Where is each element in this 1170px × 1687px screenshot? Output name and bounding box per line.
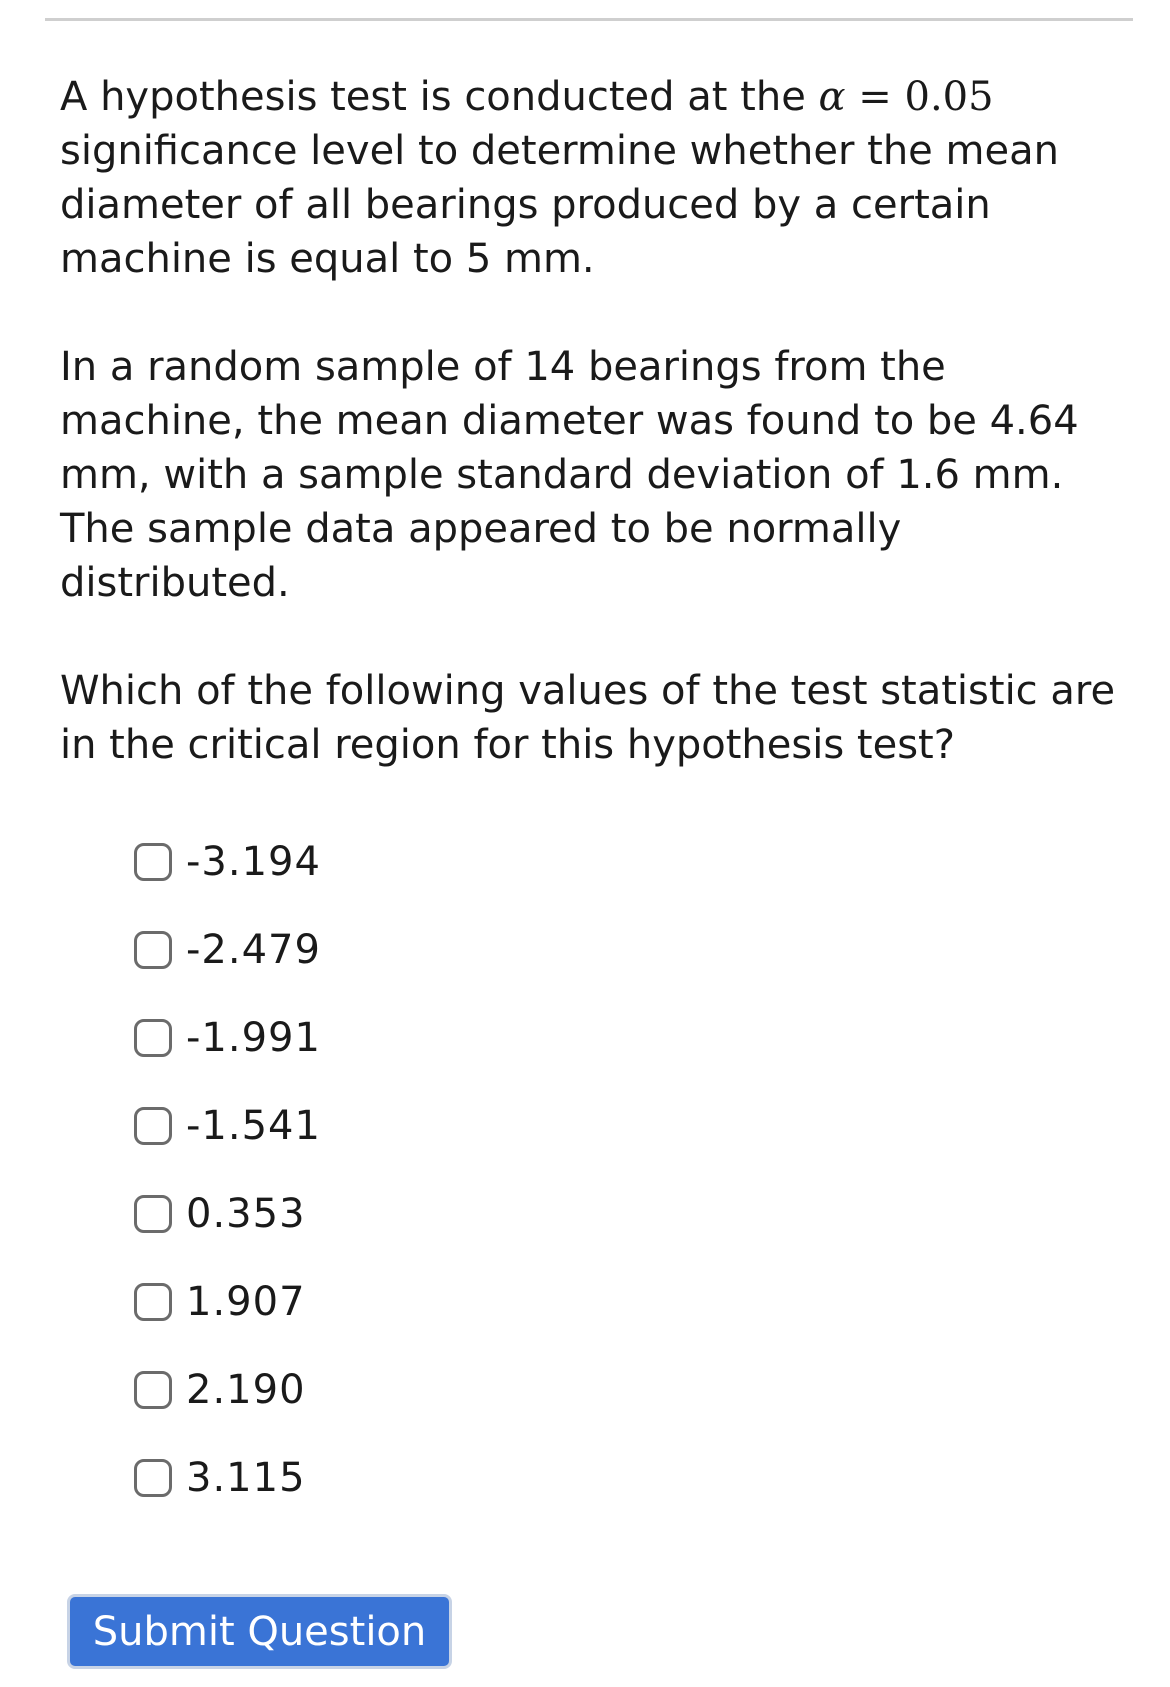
option-label: 0.353 — [186, 1191, 306, 1237]
checkbox[interactable] — [134, 1019, 172, 1057]
question-paragraph-3: Which of the following values of the test statistic are in the critical region for this hypothesis test? — [60, 668, 1116, 768]
question-paragraph-2: In a random sample of 14 bearings from the machine, the mean diameter was found to be 4.64 mm, with a sample standard deviation of 1.6 mm. The sample data appeared to be normally distributed. — [60, 344, 1079, 606]
checkbox[interactable] — [134, 1107, 172, 1145]
option-label: -1.541 — [186, 1103, 321, 1149]
option-7[interactable] — [134, 1346, 321, 1434]
option-label: -3.194 — [186, 839, 321, 885]
checkbox[interactable] — [134, 1195, 172, 1233]
checkbox[interactable] — [134, 931, 172, 969]
option-label: 3.115 — [186, 1455, 306, 1501]
question-paragraph-1: A hypothesis test is conducted at the α = 0.05 significance level to determine whether the mean diameter of all bearings produced by a certain machine is equal to 5 mm. — [60, 74, 1059, 282]
checkbox[interactable] — [134, 1283, 172, 1321]
option-3[interactable] — [134, 994, 321, 1082]
checkbox[interactable] — [134, 843, 172, 881]
answer-options — [134, 818, 321, 1522]
option-1[interactable] — [134, 818, 321, 906]
checkbox[interactable] — [134, 1459, 172, 1497]
option-8[interactable] — [134, 1434, 321, 1522]
option-5[interactable] — [134, 1170, 321, 1258]
alpha-expression: α = 0.05 — [818, 74, 994, 120]
option-6[interactable] — [134, 1258, 321, 1346]
question-text — [60, 70, 1130, 772]
option-2[interactable] — [134, 906, 321, 994]
option-label: -2.479 — [186, 927, 321, 973]
option-label: 2.190 — [186, 1367, 306, 1413]
top-divider — [45, 18, 1133, 21]
option-label: 1.907 — [186, 1279, 306, 1325]
option-4[interactable] — [134, 1082, 321, 1170]
checkbox[interactable] — [134, 1371, 172, 1409]
submit-question-button[interactable]: Submit Question — [67, 1594, 452, 1669]
option-label: -1.991 — [186, 1015, 321, 1061]
